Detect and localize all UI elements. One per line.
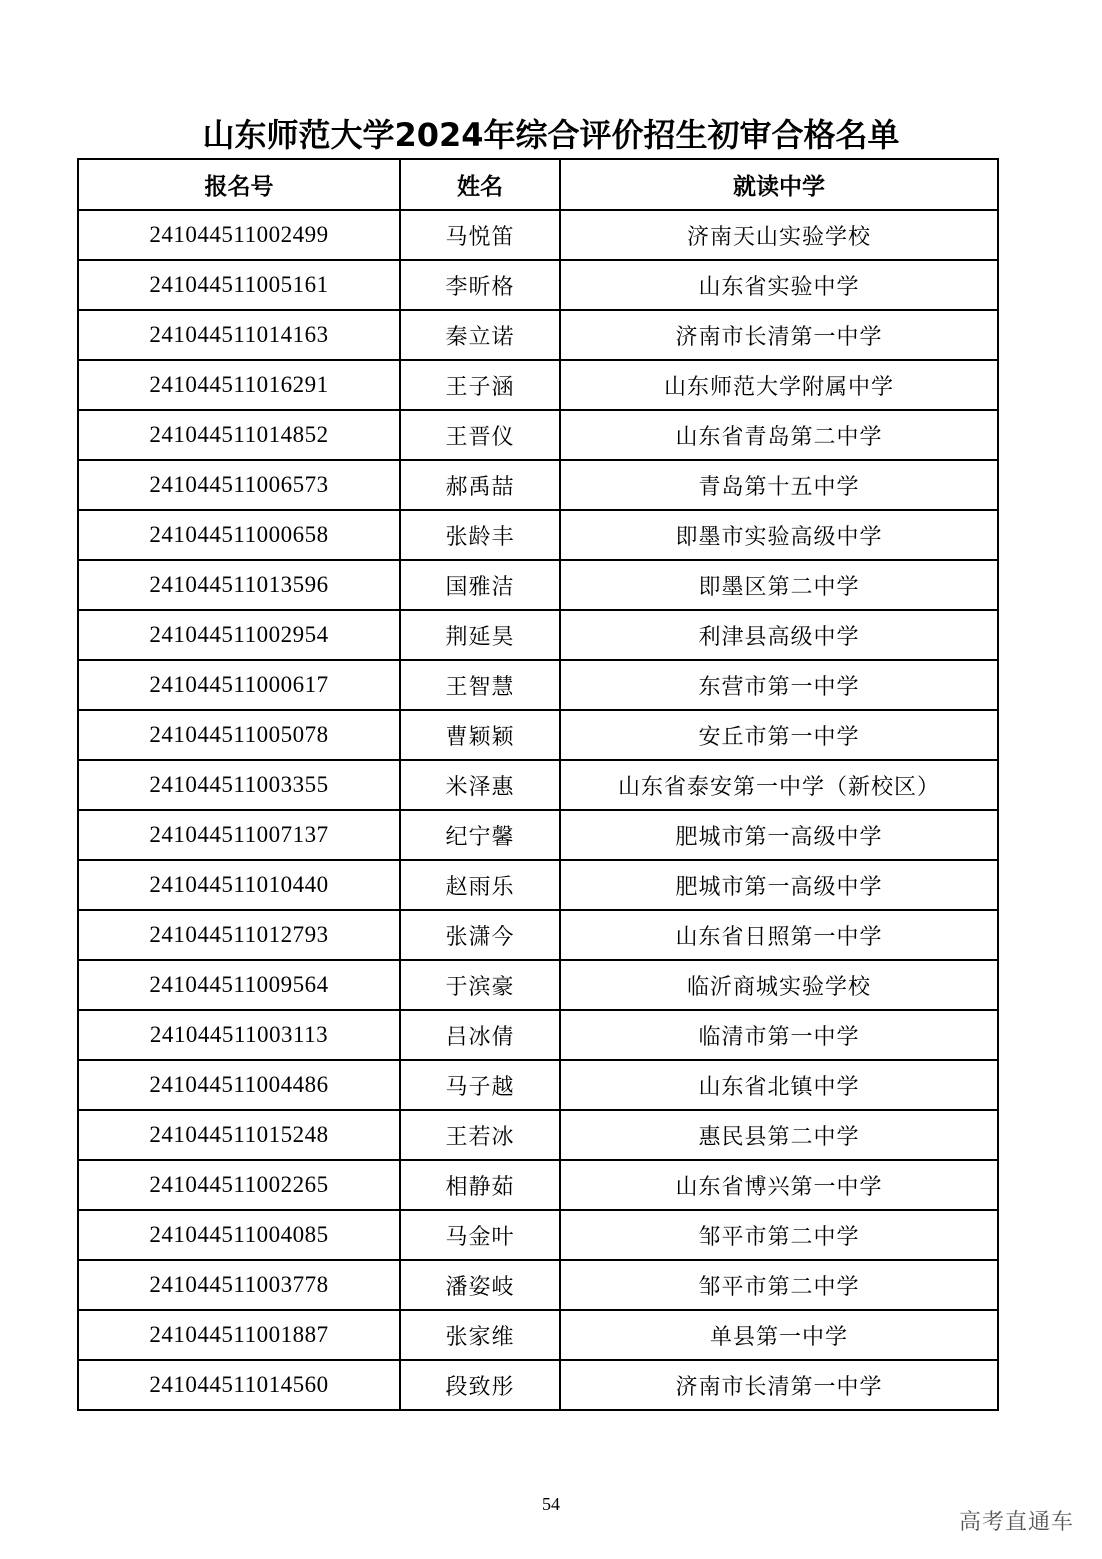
- student-name-cell: 国雅洁: [400, 560, 560, 610]
- student-name-cell: 相静茹: [400, 1160, 560, 1210]
- student-name-cell: 王若冰: [400, 1110, 560, 1160]
- student-name-cell: 段致彤: [400, 1360, 560, 1410]
- page-number: 54: [542, 1494, 560, 1514]
- table-row: [78, 1060, 998, 1110]
- registration-number-cell: 241044511002499: [78, 210, 400, 260]
- registration-number-cell: 241044511012793: [78, 910, 400, 960]
- student-name-cell: 王智慧: [400, 660, 560, 710]
- school-name-cell: 东营市第一中学: [560, 660, 998, 710]
- school-name-cell: 肥城市第一高级中学: [560, 860, 998, 910]
- school-name-cell: 肥城市第一高级中学: [560, 810, 998, 860]
- student-name-cell: 曹颖颖: [400, 710, 560, 760]
- registration-number-cell: 241044511002265: [78, 1160, 400, 1210]
- student-name-cell: 张龄丰: [400, 510, 560, 560]
- registration-number-cell: 241044511003113: [78, 1010, 400, 1060]
- student-name-cell: 秦立诺: [400, 310, 560, 360]
- school-name-cell: 临沂商城实验学校: [560, 960, 998, 1010]
- school-name-cell: 利津县高级中学: [560, 610, 998, 660]
- student-name-cell: 潘姿岐: [400, 1260, 560, 1310]
- registration-number-cell: 241044511001887: [78, 1310, 400, 1360]
- registration-number-cell: 241044511016291: [78, 360, 400, 410]
- registration-number-cell: 241044511013596: [78, 560, 400, 610]
- school-name-cell: 山东省博兴第一中学: [560, 1160, 998, 1210]
- school-name-cell: 山东师范大学附属中学: [560, 360, 998, 410]
- table-row: [78, 660, 998, 710]
- student-name-cell: 纪宁馨: [400, 810, 560, 860]
- registration-number-cell: 241044511014163: [78, 310, 400, 360]
- registration-number-cell: 241044511002954: [78, 610, 400, 660]
- watermark: 高考直通车: [958, 1510, 1074, 1535]
- student-name-cell: 王晋仪: [400, 410, 560, 460]
- table-row: [78, 310, 998, 360]
- student-name-cell: 赵雨乐: [400, 860, 560, 910]
- school-name-cell: 邹平市第二中学: [560, 1260, 998, 1310]
- registration-number-cell: 241044511005161: [78, 260, 400, 310]
- registration-number-cell: 241044511000658: [78, 510, 400, 560]
- student-name-cell: 马子越: [400, 1060, 560, 1110]
- student-name-cell: 米泽惠: [400, 760, 560, 810]
- student-name-cell: 张家维: [400, 1310, 560, 1360]
- header-school: 就读中学: [560, 159, 998, 210]
- school-name-cell: 山东省泰安第一中学（新校区）: [560, 760, 998, 810]
- student-name-cell: 马金叶: [400, 1210, 560, 1260]
- header-name: 姓名: [400, 159, 560, 210]
- table-row: [78, 1160, 998, 1210]
- registration-number-cell: 241044511005078: [78, 710, 400, 760]
- table-row: [78, 560, 998, 610]
- table-header-row: [78, 159, 998, 210]
- school-name-cell: 山东省北镇中学: [560, 1060, 998, 1110]
- registration-number-cell: 241044511000617: [78, 660, 400, 710]
- table-row: [78, 260, 998, 310]
- school-name-cell: 即墨区第二中学: [560, 560, 998, 610]
- student-name-cell: 马悦笛: [400, 210, 560, 260]
- school-name-cell: 惠民县第二中学: [560, 1110, 998, 1160]
- table-row: [78, 1210, 998, 1260]
- header-registration-number: 报名号: [78, 159, 400, 210]
- registration-number-cell: 241044511010440: [78, 860, 400, 910]
- table-row: [78, 810, 998, 860]
- school-name-cell: 安丘市第一中学: [560, 710, 998, 760]
- student-name-cell: 吕冰倩: [400, 1010, 560, 1060]
- student-name-cell: 郝禹喆: [400, 460, 560, 510]
- table-row: [78, 1010, 998, 1060]
- table-row: [78, 410, 998, 460]
- school-name-cell: 邹平市第二中学: [560, 1210, 998, 1260]
- student-name-cell: 王子涵: [400, 360, 560, 410]
- table-row: [78, 1310, 998, 1360]
- school-name-cell: 单县第一中学: [560, 1310, 998, 1360]
- registration-number-cell: 241044511014852: [78, 410, 400, 460]
- registration-number-cell: 241044511014560: [78, 1360, 400, 1410]
- school-name-cell: 青岛第十五中学: [560, 460, 998, 510]
- registration-number-cell: 241044511003355: [78, 760, 400, 810]
- school-name-cell: 济南市长清第一中学: [560, 310, 998, 360]
- student-name-cell: 李昕格: [400, 260, 560, 310]
- registration-number-cell: 241044511009564: [78, 960, 400, 1010]
- school-name-cell: 即墨市实验高级中学: [560, 510, 998, 560]
- student-name-cell: 荆延昊: [400, 610, 560, 660]
- school-name-cell: 山东省实验中学: [560, 260, 998, 310]
- table-row: [78, 510, 998, 560]
- student-name-cell: 于滨豪: [400, 960, 560, 1010]
- table-row: [78, 860, 998, 910]
- school-name-cell: 山东省青岛第二中学: [560, 410, 998, 460]
- registration-number-cell: 241044511003778: [78, 1260, 400, 1310]
- table-row: [78, 760, 998, 810]
- table-row: [78, 360, 998, 410]
- registration-number-cell: 241044511004486: [78, 1060, 400, 1110]
- table-row: [78, 610, 998, 660]
- school-name-cell: 临清市第一中学: [560, 1010, 998, 1060]
- table-row: [78, 910, 998, 960]
- school-name-cell: 济南市长清第一中学: [560, 1360, 998, 1410]
- student-name-cell: 张潇今: [400, 910, 560, 960]
- admission-list-table: [77, 158, 999, 1411]
- school-name-cell: 山东省日照第一中学: [560, 910, 998, 960]
- table-row: [78, 1260, 998, 1310]
- registration-number-cell: 241044511006573: [78, 460, 400, 510]
- table-row: [78, 1360, 998, 1410]
- registration-number-cell: 241044511004085: [78, 1210, 400, 1260]
- table-row: [78, 210, 998, 260]
- school-name-cell: 济南天山实验学校: [560, 210, 998, 260]
- table-body: [78, 210, 998, 1410]
- table-row: [78, 460, 998, 510]
- page-title: 山东师范大学2024年综合评价招生初审合格名单: [202, 116, 900, 154]
- registration-number-cell: 241044511007137: [78, 810, 400, 860]
- table-row: [78, 1110, 998, 1160]
- table-row: [78, 960, 998, 1010]
- table-row: [78, 710, 998, 760]
- registration-number-cell: 241044511015248: [78, 1110, 400, 1160]
